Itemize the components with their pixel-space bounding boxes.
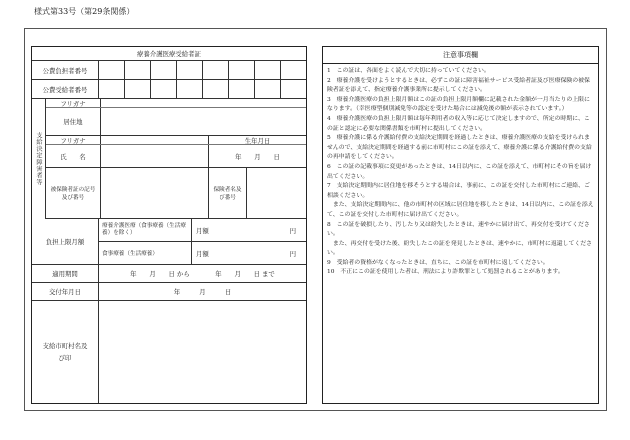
note-item: また、再交付を受けた後、紛失したこの証を発見したときは、速やかに、市町村に返還してください。 bbox=[327, 240, 593, 257]
limit-meal-yen[interactable]: 円 bbox=[289, 249, 296, 258]
form-id: 様式第33号（第29条関係） bbox=[34, 7, 135, 16]
public-payer-label: 公費負担者番号 bbox=[42, 66, 88, 75]
public-recipient-row bbox=[32, 80, 306, 99]
name-field[interactable] bbox=[100, 145, 208, 167]
note-item: 6 この証の記載事項に変更があったときは、14日以内に、この証を添えて、市町村にその旨を届け出てください。 bbox=[327, 163, 592, 180]
municipality-seal-field[interactable] bbox=[98, 301, 306, 403]
birthdate-label: 生年月日 bbox=[208, 136, 306, 144]
insurer-label: 保険者名及び番号 bbox=[208, 168, 246, 218]
address-label: 居住地 bbox=[63, 118, 83, 126]
limit-medical-yen[interactable]: 円 bbox=[289, 226, 296, 235]
notes-title: 注意事項欄 bbox=[323, 47, 598, 64]
birthdate-value[interactable]: 年 月 日 bbox=[208, 145, 306, 167]
note-item: 8 この証を破損したり、汚したり又は紛失したときは、速やかに届け出て、再交付を受けてください。 bbox=[327, 221, 590, 238]
note-item: 2 療養介護を受けようとするときは、必ずこの証に障害福祉サービス受給者証及び医療保険の被保険者証を添えて、指定療養介護事業所に提示してください。 bbox=[327, 77, 590, 94]
insurance-row bbox=[46, 168, 306, 219]
limit-medical-monthly: 月額 bbox=[191, 219, 211, 241]
furigana-label-2: フリガナ bbox=[60, 136, 86, 145]
issue-date-label: 交付年月日 bbox=[49, 288, 81, 296]
note-item: また、支給決定期間内に、他の市町村の区域に居住地を移したときは、14日以内に、この証を添えて、この証を交付した市町村に届け出てください。 bbox=[327, 202, 594, 218]
limit-medical-row bbox=[98, 219, 306, 242]
name-label: 氏 名 bbox=[60, 152, 86, 161]
limit-meal-label: 食事療養（生活療養） bbox=[102, 251, 158, 257]
notes-panel bbox=[322, 46, 599, 404]
furigana-row-name bbox=[46, 136, 306, 145]
municipality-label: 支給市町村名及び印 bbox=[42, 342, 88, 362]
limit-medical-label: 療養介護医療（食事療養（生活療養）を除く） bbox=[102, 223, 186, 236]
issue-date-row bbox=[32, 283, 306, 301]
note-item: 3 療養介護医療の負担上限月額はこの証の負担上限月額欄に記載された金額が一月当たりの上限になります。（幸医療型個別減免等の認定を受けた場合には減免後の額が表示されています。） bbox=[327, 96, 590, 113]
insured-number-label: 被保険者証の記号及び番号 bbox=[50, 187, 96, 201]
certificate-title-row bbox=[32, 47, 306, 61]
notes-list bbox=[327, 67, 594, 278]
recipient-section-label: 支給決定障害者等 bbox=[32, 99, 46, 219]
limit-meal-row bbox=[98, 242, 306, 264]
period-label: 適用期間 bbox=[52, 270, 78, 278]
note-item: 5 療養介護に係る介護給付費の支給決定期間を経過したときは、療養介護医療の支給を受けられませんので、支給決定期間を経過する前に市町村にこの証を添えて、療養介護に係る介護給付費の支給の再申請をしてください。 bbox=[327, 135, 592, 161]
address-field[interactable] bbox=[100, 108, 306, 135]
period-value[interactable]: 年 月 日 から 年 月 日 まで bbox=[98, 265, 306, 282]
note-item: 4 療養介護医療の負担上限月額は毎年利用者の収入等に応じて決定しますので、所定の時期に、この証と認定に必要な関係書類を市町村に提出してください。 bbox=[327, 115, 590, 132]
insurer-field[interactable] bbox=[246, 168, 306, 218]
furigana-address-field[interactable] bbox=[100, 99, 306, 107]
limit-row bbox=[32, 219, 306, 265]
note-item: 1 この証は、各面をよく読んで大切に持っていてください。 bbox=[327, 68, 490, 74]
furigana-row-address bbox=[46, 99, 306, 108]
address-row bbox=[46, 108, 306, 136]
public-recipient-boxes[interactable] bbox=[98, 80, 306, 98]
issue-date-value[interactable]: 年 月 日 bbox=[98, 283, 306, 300]
note-item: 9 受給者の資格がなくなったときは、直ちに、この証を市町村に返してください。 bbox=[327, 259, 549, 266]
period-row bbox=[32, 265, 306, 283]
furigana-label: フリガナ bbox=[60, 99, 86, 108]
public-recipient-label: 公費受給者番号 bbox=[42, 85, 88, 94]
certificate-form bbox=[31, 46, 307, 404]
certificate-title: 療養介護医療受給者証 bbox=[137, 50, 201, 58]
public-payer-row bbox=[32, 61, 306, 80]
note-item: 7 支給決定期間内に居住地を移そうとする場合は、事前に、この証を交付した市町村にご連絡、ご相談ください。 bbox=[327, 183, 590, 199]
public-payer-boxes[interactable] bbox=[98, 61, 306, 79]
municipality-row bbox=[32, 301, 306, 403]
insured-number-field[interactable] bbox=[100, 168, 208, 218]
limit-meal-monthly: 月額 bbox=[191, 242, 211, 264]
limit-label: 負担上限月額 bbox=[45, 238, 85, 246]
name-row bbox=[46, 145, 306, 168]
furigana-name-field[interactable] bbox=[100, 136, 208, 144]
note-item: 10 不正にこの証を使用した者は、刑法により詐欺罪として処罰されることがあります。 bbox=[327, 269, 564, 276]
